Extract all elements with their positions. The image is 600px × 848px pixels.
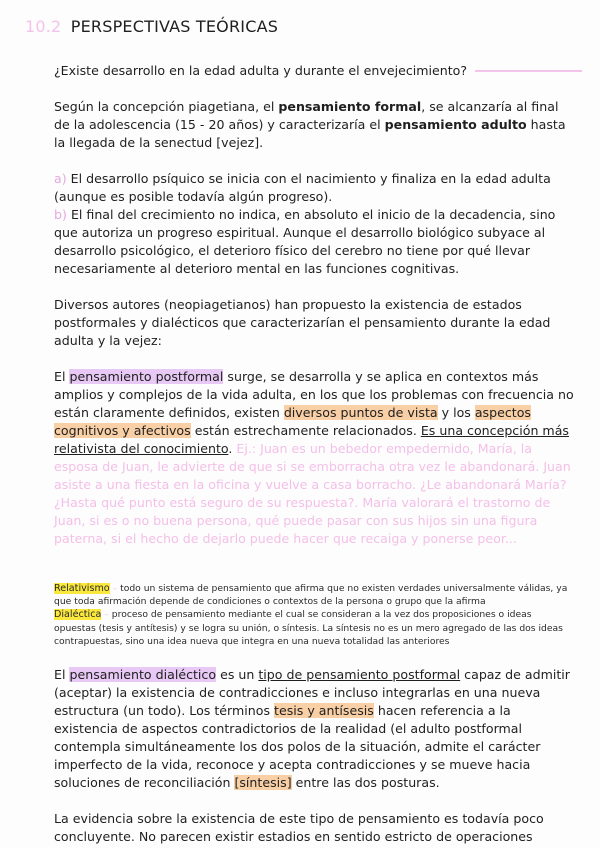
text-run: capaz de admitir (aceptar) la existencia de contradicciones e incluso integrarlas en una nueva estructura (un todo). Los términos	[54, 667, 570, 719]
underlined-tipo-postformal: tipo de pensamiento postformal	[258, 667, 461, 683]
definition-relativismo	[54, 582, 574, 608]
text-run: están estrechamente relacionados.	[190, 423, 421, 438]
list-marker-b: b)	[54, 207, 67, 222]
text-run: hasta la llegada de la senectud [vejez].	[54, 117, 566, 150]
guiding-question: ¿Existe desarrollo en la edad adulta y durante el envejecimiento?	[54, 63, 468, 78]
highlight-tesis-antisesis: tesis y antísesis	[274, 703, 374, 719]
text-run: , se alcanzaría al final de la adolescencia (15 - 20 años) y caracterizaría el	[54, 99, 559, 132]
paragraph-postformal	[54, 368, 574, 548]
text-run: Según la concepción piagetiana, el	[54, 99, 279, 114]
text-run: es un	[216, 667, 259, 683]
paragraph-neopiagetianos: Diversos autores (neopiagetianos) han propuesto la existencia de estados postformales y dialécticos que caracterizarían el pensamiento durante la edad adulta y la vejez:	[54, 297, 551, 348]
text-run: El	[54, 667, 70, 683]
paragraph-dialectico	[54, 666, 574, 792]
list-item-text: El final del crecimiento no indica, en absoluto el inicio de la decadencia, sino que autoriza un progreso espiritual. Aunque el desarrollo biológico subyace al desarrollo psicológico, el deterioro físico del cerebro no tiene por qué llevar necesariamente al deterioro mental en las funciones cognitivas.	[54, 207, 556, 276]
list-item-a	[54, 170, 574, 206]
section-number: 10.2	[25, 17, 62, 36]
highlight-aspectos-cognitivos: aspectos cognitivos y afectivos	[54, 405, 531, 438]
term-relativismo: Relativismo	[54, 583, 110, 594]
list-marker-a: a)	[54, 171, 67, 186]
text-run: El	[54, 369, 70, 384]
paragraph-evidencia: La evidencia sobre la existencia de este tipo de pensamiento es todavía poco concluyente. No parecen existir estadios en sentido estricto de operaciones	[54, 811, 544, 845]
term-pensamiento-formal: pensamiento formal	[278, 99, 422, 114]
definition-text: proceso de pensamiento mediante el cual se consideran a la vez dos proposiciones o ideas opuestas (tesis y antítesis) y se logra su unión, o síntesis. La síntesis no es un mero agregado de las dos ideas contrapuestas, sino una idea nueva que integra en una nueva totalidad las anteriores	[54, 609, 563, 647]
underlined-concepcion-relativista: Es una concepción más relativista del conocimiento	[54, 423, 569, 456]
highlight-sintesis: [síntesis]	[234, 775, 292, 791]
highlight-puntos-de-vista: diversos puntos de vista	[283, 405, 438, 420]
pink-rule-divider	[475, 70, 582, 72]
text-run: .	[228, 441, 237, 456]
example-text: Ej.: Juan es un bebedor empedernido, María, la esposa de Juan, le advierte de que si se emborracha otra vez le abandonará. Juan asiste a una fiesta en la oficina y vuelve a casa borracho. ¿Le abandonará María? ¿Hasta qué punto está seguro de su respuesta?. María valorará el trastorno de Juan, si es o no buena persona, qué puede pasar con sus hijos sin una figura paterna, si el hecho de dejarlo puede hacer que recaiga y ponerse peor...	[54, 441, 571, 546]
list-item-text: El desarrollo psíquico se inicia con el nacimiento y finaliza en la edad adulta (aunque es posible todavía algún progreso).	[54, 171, 551, 204]
highlight-pensamiento-postformal: pensamiento postformal	[69, 369, 224, 384]
document-body	[54, 62, 574, 846]
definition-dialectica	[54, 608, 574, 648]
term-pensamiento-adulto: pensamiento adulto	[384, 117, 527, 132]
section-header	[25, 17, 278, 36]
list-item-b	[54, 206, 574, 278]
highlight-pensamiento-dialectico: pensamiento dialéctico	[69, 667, 217, 683]
definition-text: todo un sistema de pensamiento que afirma que no existen verdades universalmente válidas, ya que toda afirmación depende de condiciones o contextos de la persona o grupo que la afirma	[54, 583, 568, 608]
definitions-block	[54, 582, 574, 648]
separator: –	[109, 583, 121, 594]
paragraph-piaget	[54, 98, 574, 152]
text-run: hacen referencia a la existencia de aspectos contradictorios de la realidad (el adulto postformal contempla simultáneamente los dos polos de la situación, admite el carácter imperfecto de la vida, reconoce y acepta contradicciones y se mueve hacia soluciones de reconciliación	[54, 703, 541, 791]
text-run: y los	[437, 405, 475, 420]
term-dialectica: Dialéctica	[54, 609, 102, 621]
text-run: entre las dos posturas.	[291, 775, 440, 791]
section-title: PERSPECTIVAS TEÓRICAS	[70, 17, 279, 36]
separator: –	[101, 609, 112, 621]
question-line	[54, 62, 574, 80]
text-run: surge, se desarrolla y se aplica en contextos más amplios y complejos de la vida adulta, en los que los problemas con frecuencia no están claramente definidos, existen	[54, 369, 574, 420]
